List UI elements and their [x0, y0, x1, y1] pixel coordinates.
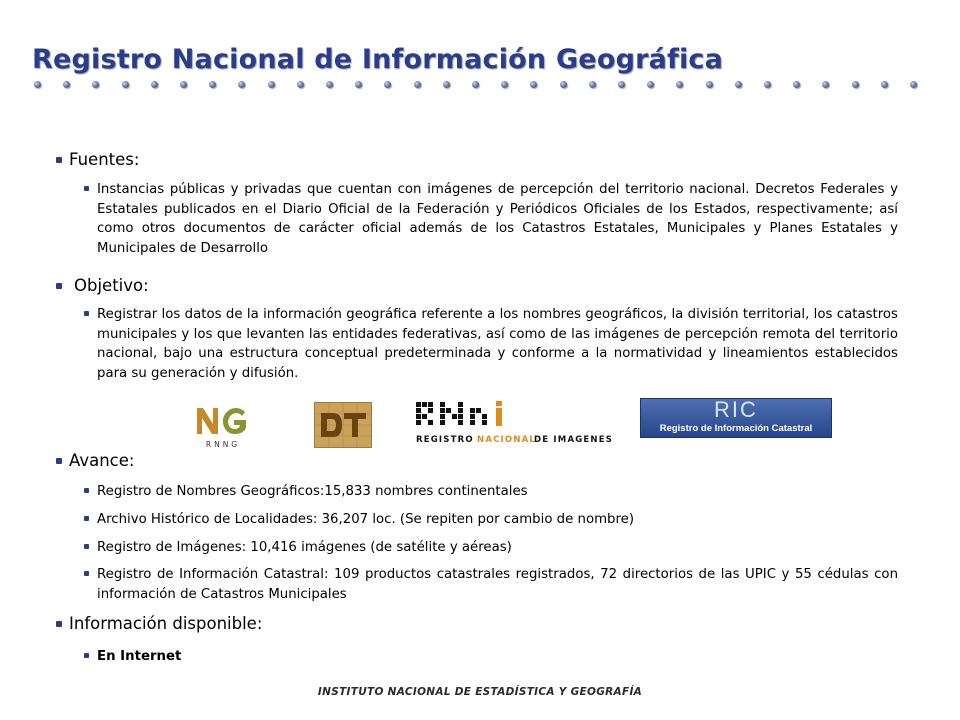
- divider-dot: [238, 81, 245, 88]
- divider-dot: [472, 81, 479, 88]
- footer-institution: INSTITUTO NACIONAL DE ESTADÍSTICA Y GEOGRAFÍA: [317, 686, 643, 698]
- ric-logo: [640, 398, 832, 438]
- divider-dot: [384, 81, 391, 88]
- dt-logo: [314, 402, 372, 448]
- bullet-icon: [56, 621, 62, 627]
- title-dot-divider: [34, 78, 934, 98]
- rni-logo-text-a: REGISTRO: [416, 435, 474, 445]
- list-item-informacion: En Internet: [84, 647, 898, 667]
- divider-dot: [63, 81, 70, 88]
- divider-dot: [676, 81, 683, 88]
- bullet-icon: [84, 488, 89, 493]
- divider-dot: [881, 81, 888, 88]
- divider-dot: [501, 81, 508, 88]
- divider-dot: [151, 81, 158, 88]
- divider-dot: [122, 81, 129, 88]
- bullet-icon: [84, 186, 89, 191]
- divider-dot: [443, 81, 450, 88]
- divider-dot: [297, 81, 304, 88]
- divider-dot: [852, 81, 859, 88]
- divider-dot: [530, 81, 537, 88]
- bullet-icon: [56, 157, 62, 163]
- list-item-fuentes: Instancias públicas y privadas que cuentan con imágenes de percepción del territorio nacional. Decretos Federales y Estatales publicados en el Diario Oficial de la Federación y Periódicos Oficiales de los Estados, respectivamente; así como otros documentos de carácter oficial además de los Catastros Estatales, Municipales y Planes Estatales y Municipales de Desarrollo: [84, 180, 898, 258]
- divider-dot: [618, 81, 625, 88]
- list-item-avance: Registro de Imágenes: 10,416 imágenes (de satélite y aéreas): [84, 538, 898, 558]
- list-item-avance: Archivo Histórico de Localidades: 36,207 loc. (Se repiten por cambio de nombre): [84, 510, 898, 530]
- list-item-avance: Registro de Nombres Geográficos:15,833 nombres continentales: [84, 482, 898, 502]
- divider-dot: [92, 81, 99, 88]
- rnng-logo: [195, 404, 250, 450]
- bullet-icon: [56, 283, 62, 289]
- divider-dot: [706, 81, 713, 88]
- bullet-icon: [84, 311, 89, 316]
- divider-dot: [414, 81, 421, 88]
- rni-logo: [414, 400, 622, 448]
- divider-dot: [647, 81, 654, 88]
- divider-dot: [735, 81, 742, 88]
- divider-dot: [180, 81, 187, 88]
- rni-logo-text-b: NACIONAL: [477, 435, 537, 445]
- ric-logo-mark: RIC: [714, 397, 758, 422]
- divider-dot: [355, 81, 362, 88]
- logos-row: [0, 398, 960, 448]
- divider-dot: [822, 81, 829, 88]
- divider-dot: [910, 81, 917, 88]
- bullet-icon: [84, 653, 89, 658]
- divider-dot: [764, 81, 771, 88]
- divider-dot: [589, 81, 596, 88]
- bullet-icon: [84, 544, 89, 549]
- divider-dot: [560, 81, 567, 88]
- ric-logo-text: Registro de Información Catastral: [659, 423, 813, 434]
- divider-dot: [268, 81, 275, 88]
- divider-dot: [209, 81, 216, 88]
- rnng-logo-text: RNNG: [205, 440, 241, 449]
- divider-dot: [793, 81, 800, 88]
- list-item-objetivo: Registrar los datos de la información geográfica referente a los nombres geográficos, la división territorial, los catastros municipales y los que levanten las entidades federativas, así como de las imágenes de percepción remota del territorio nacional, bajo una estructura conceptual predeterminada y conforme a la normatividad y lineamientos establecidos para su generación y difusión.: [84, 305, 898, 383]
- bullet-icon: [84, 516, 89, 521]
- bullet-icon: [84, 571, 89, 576]
- rni-logo-text-c: DE IMAGENES: [534, 435, 614, 445]
- page-title: Registro Nacional de Información Geográfica: [32, 44, 724, 75]
- list-item-avance: Registro de Información Catastral: 109 productos catastrales registrados, 72 directorios de las UPIC y 55 cédulas con información de Catastros Municipales: [84, 565, 898, 604]
- bullet-icon: [56, 458, 62, 464]
- divider-dot: [34, 81, 41, 88]
- divider-dot: [326, 81, 333, 88]
